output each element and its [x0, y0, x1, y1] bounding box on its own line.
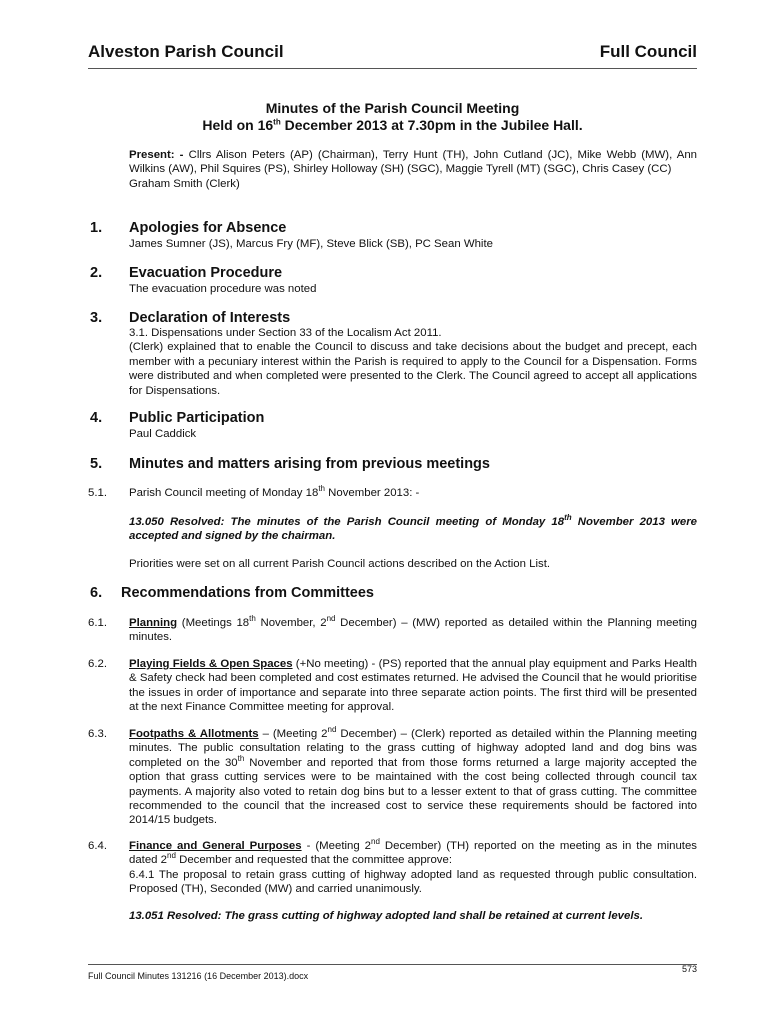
section-2-text: The evacuation procedure was noted	[129, 283, 317, 295]
item-5-1-number: 5.1.	[88, 487, 107, 499]
item-6-3-number: 6.3.	[88, 728, 107, 740]
item-6-4-number: 6.4.	[88, 840, 107, 852]
page-number: 573	[681, 964, 697, 974]
footer-rule	[88, 964, 697, 965]
section-6-title: Recommendations from Committees	[121, 585, 374, 601]
resolution-13-051: 13.051 Resolved: The grass cutting of highway adopted land shall be retained at current levels.	[129, 910, 643, 922]
section-1-number: 1.	[90, 220, 103, 236]
page-header	[88, 42, 697, 69]
footer-filename: Full Council Minutes 131216 (16 December 2013).docx	[88, 971, 309, 981]
item-6-4-text: Finance and General Purposes - (Meeting 2nd December) (TH) reported on the meeting as in the minutes dated 2nd December and requested that the committee approve: 6.4.1 The proposal to retain grass cutting of highway adopted land as requested through public consultation. Proposed (TH), Seconded (MW) and carried unanimously.	[129, 837, 697, 896]
section-2-title: Evacuation Procedure	[129, 265, 283, 281]
title-line-1: Minutes of the Parish Council Meeting	[265, 100, 520, 116]
item-6-2-number: 6.2.	[88, 658, 107, 670]
section-2-number: 2.	[90, 265, 103, 281]
priorities-text: Priorities were set on all current Parish Council actions described on the Action List.	[129, 558, 551, 570]
council-name: Alveston Parish Council	[88, 42, 284, 61]
present-list: Present: - Cllrs Alison Peters (AP) (Chairman), Terry Hunt (TH), John Cutland (JC), Mike Webb (MW), Ann Wilkins (AW), Phil Squires (PS), Shirley Holloway (SH) (SGC), Maggie Tyrell (MT) (SGC), Chris Casey (CC) Graham Smith (Clerk)	[129, 149, 697, 190]
resolution-13-050: 13.050 Resolved: The minutes of the Parish Council meeting of Monday 18th November 2013 were accepted and signed by the chairman.	[129, 513, 697, 543]
section-4-text: Paul Caddick	[129, 428, 197, 440]
item-5-1-text: Parish Council meeting of Monday 18th November 2013: -	[129, 484, 420, 499]
section-3-text: 3.1. Dispensations under Section 33 of the Localism Act 2011. (Clerk) explained that to enable the Council to discuss and take decisions about the budget and precept, each member with a pecuniary interest within the Parish is required to apply to the Council for a Dispensation. Forms were distributed and when completed were presented to the Clerk. The Council agreed to accept all applications for Dispensations.	[129, 327, 697, 397]
section-6-number: 6.	[90, 585, 103, 601]
item-6-2-text: Playing Fields & Open Spaces (+No meeting) - (PS) reported that the annual play equipment and Parks Health & Safety check had been completed and cost estimates returned. He advised the Council that he would prioritise the issues in order of importance and separate into three separate action points. The first third will be presented at the next Finance Committee meeting for approval.	[129, 658, 697, 714]
item-6-1-number: 6.1.	[88, 617, 107, 629]
section-5-title: Minutes and matters arising from previous meetings	[129, 456, 490, 472]
section-5-number: 5.	[90, 456, 103, 472]
section-3-number: 3.	[90, 310, 103, 326]
section-4-title: Public Participation	[129, 410, 265, 426]
section-1-text: James Sumner (JS), Marcus Fry (MF), Steve Blick (SB), PC Sean White	[129, 238, 493, 250]
item-6-1-text: Planning (Meetings 18th November, 2nd December) – (MW) reported as detailed within the Planning meeting minutes.	[129, 614, 697, 644]
meeting-type: Full Council	[599, 42, 697, 61]
section-4-number: 4.	[90, 410, 103, 426]
item-6-3-text: Footpaths & Allotments – (Meeting 2nd December) – (Clerk) reported as detailed within the Planning meeting minutes. The public consultation relating to the grass cutting of highway adopted land and dog bins was completed on the 30th November and reported that from those forms returned a large majority accepted the option that grass cutting services were to be maintained with the cost being collected through council tax payments. A majority also voted to retain dog bins but to a lesser extent to that of grass cutting. The committee recommended to the council that the increased cost to service these requirements should be factored into 2014/15 budgets.	[129, 725, 697, 827]
section-1-title: Apologies for Absence	[129, 220, 287, 236]
title-line-2: Held on 16th December 2013 at 7.30pm in the Jubilee Hall.	[202, 117, 583, 133]
document-title	[88, 100, 697, 134]
section-3-title: Declaration of Interests	[129, 310, 291, 326]
